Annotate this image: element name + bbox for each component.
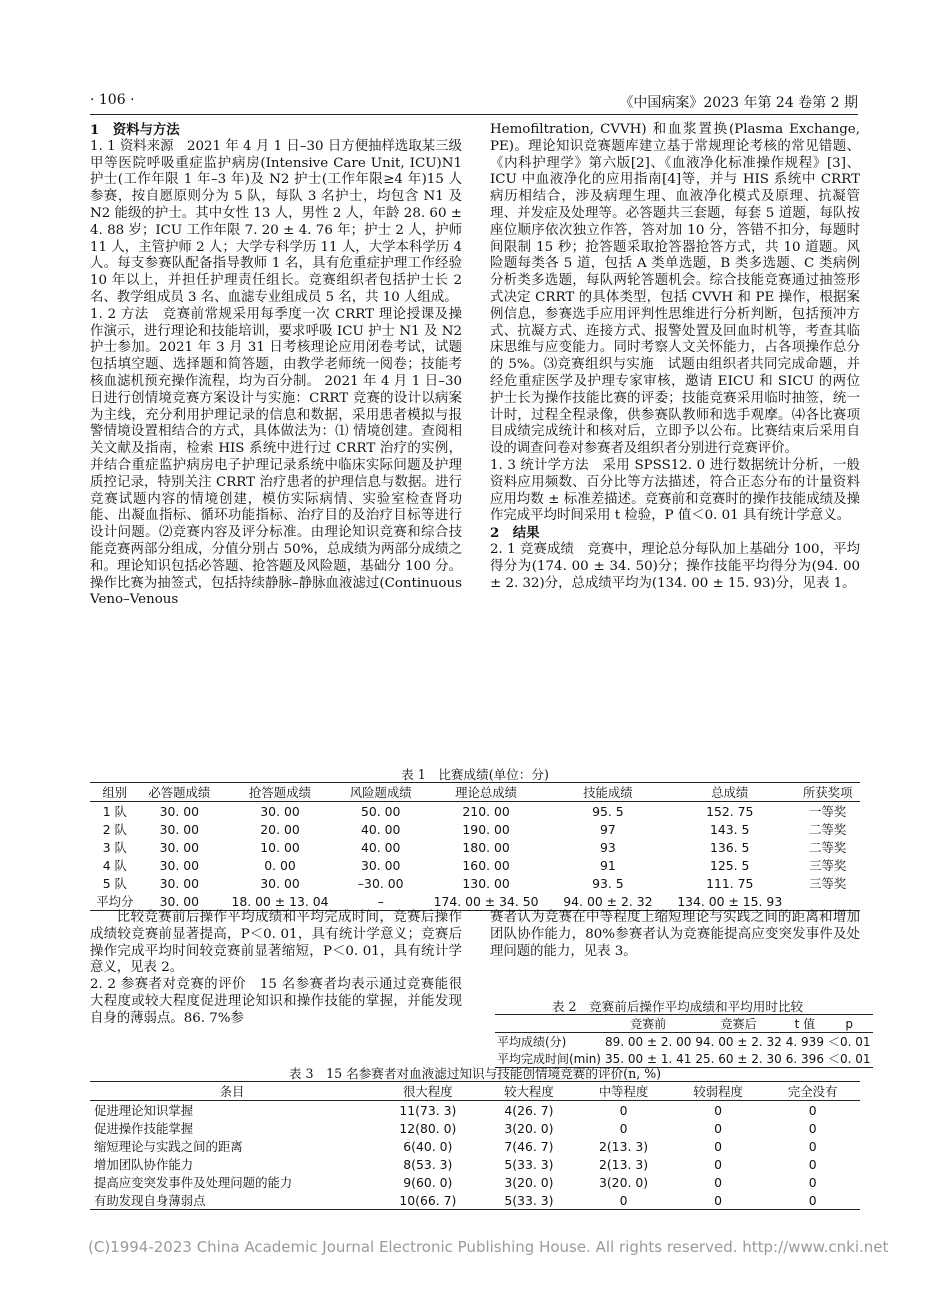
table3-header-row (90, 1082, 860, 1101)
table-cell: 三等奖 (809, 858, 847, 873)
table-cell: 134. 00 ± 15. 93 (677, 893, 783, 909)
table-cell: 3(20. 0) (504, 1120, 554, 1136)
table-cell: 30. 00 (159, 821, 200, 837)
table-cell: 增加团队协作能力 (94, 1157, 194, 1172)
left-column (90, 122, 462, 609)
table-cell: 130. 00 (462, 875, 510, 891)
table-cell: 11(73. 3) (399, 1102, 457, 1118)
table-cell: 136. 5 (710, 839, 750, 855)
table-cell: 30. 00 (260, 803, 300, 819)
table-cell: 25. 60 ± 2. 30 (695, 1051, 782, 1066)
table-row (90, 802, 860, 821)
table-cell: 4(26. 7) (504, 1102, 554, 1118)
table-cell: 3(20. 0) (598, 1174, 649, 1190)
table-cell: 30. 00 (159, 875, 200, 891)
table-cell: 93. 5 (592, 875, 624, 891)
section-1-title: 1 资料与方法 (90, 122, 180, 138)
table2-header: 竞赛后 (720, 1017, 757, 1031)
table-cell: 9(60. 0) (403, 1174, 453, 1190)
table-cell: 93 (600, 839, 616, 855)
table-cell: 10(66. 7) (399, 1192, 457, 1208)
table-cell: 0 (808, 1156, 817, 1172)
table-row (495, 1033, 873, 1051)
table-cell: 18. 00 ± 13. 04 (231, 893, 329, 909)
paragraph-method: 1. 2 方法 竞赛前常规采用每季度一次 CRRT 理论授课及操作演示，进行理论和技能培训，要求呼吸 ICU 护士 N1 及 N2 护士参加。2021 年 3 月 31 日考核理论应用闭卷考试，试题包括填空题、选择题和简答题，由教学老师统一阅卷；技能考核血滤机预充操作流程，均为百分制。 2021 年 4 月 1 日–30 日进行创情境竞赛方案设计与实施：CRRT 竞赛的设计以病案为主线，充分利用护理记录的信息和数据，采用患者模拟与报警情境设置相结合的方式，具体做法为：⑴ 情境创建。查阅相关文献及指南，检索 HIS 系统中进行过 CRRT 治疗的实例，并结合重症监护病房电子护理记录系统中临床实际问题及护理质控记录，特别关注 CRRT 治疗患者的护理信息与数据。进行竞赛试题内容的情境创建，模仿实际病情、实验室检查肾功能、出凝血指标、循环功能指标、治疗目的及治疗目标等进行设计问题。⑵竞赛内容及评分标准。由理论知识竞赛和综合技能竞赛两部分组成，分值分别占 50%，总成绩为两部分成绩之和。理论知识包括必答题、抢答题及风险题，基础分 100 分。操作比赛为抽签式，包括持续静脉–静脉血液滤过(Continuous Veno–Venous (90, 306, 462, 608)
table-cell: 0 (714, 1192, 723, 1208)
table-row (90, 1173, 860, 1191)
table1-header: 组别 (102, 785, 128, 800)
table-row (90, 892, 860, 911)
table-cell: 97 (600, 821, 616, 837)
table-cell: 6. 396 (785, 1051, 824, 1066)
table2-header: 竞赛前 (630, 1017, 667, 1031)
page-number: · 106 · (90, 92, 135, 108)
table-cell: 0 (808, 1174, 817, 1190)
table-row (90, 1137, 860, 1155)
paragraph-statistics: 1. 3 统计学方法 采用 SPSS12. 0 进行数据统计分析，一般资料应用频数、百分比等方法描述，符合正态分布的计量资料应用均数 ± 标准差描述。竞赛前和竞赛时的操作技能成绩及操作完成平均时间采用 t 检验，P 值＜0. 01 具有统计学意义。 (490, 457, 860, 524)
table-cell: 0 (619, 1102, 628, 1118)
table-cell: 5(33. 3) (504, 1156, 554, 1172)
table-cell: 0 (619, 1120, 628, 1136)
table-cell: 促进理论知识掌握 (94, 1103, 194, 1118)
table-cell: 3(20. 0) (504, 1174, 554, 1190)
table-cell: 30. 00 (159, 839, 200, 855)
lower-right-column (490, 910, 860, 960)
table-cell: 缩短理论与实践之间的距离 (94, 1139, 243, 1154)
table-cell: –30. 00 (357, 875, 404, 891)
table-cell: ＜0. 01 (827, 1052, 871, 1066)
table-cell: ＜0. 01 (827, 1035, 871, 1049)
table-cell: 8(53. 3) (403, 1156, 453, 1172)
table-cell: 20. 00 (260, 821, 300, 837)
paragraph-results: 2. 1 竞赛成绩 竞赛中，理论总分每队加上基础分 100，平均得分为(174. 00 ± 34. 50)分；操作技能平均得分为(94. 00 ± 2. 32)分，总成绩平均为(134. 00 ± 15. 93)分，见表 1。 (490, 541, 860, 591)
table-cell: 4 队 (102, 858, 127, 873)
table1-header: 总成绩 (711, 785, 749, 800)
table1-header: 理论总成绩 (455, 785, 518, 800)
table-cell: 5 队 (102, 876, 127, 891)
table2-caption: 表 2 竞赛前后操作平均成绩和平均用时比较 (551, 999, 804, 1014)
table-cell: 0 (808, 1120, 817, 1136)
table1-header-row (90, 783, 860, 802)
table-cell: 174. 00 ± 34. 50 (433, 893, 539, 909)
table-cell: 35. 00 ± 1. 41 (605, 1051, 692, 1066)
table-cell: 7(46. 7) (504, 1138, 554, 1154)
table-cell: 30. 00 (260, 875, 300, 891)
table-cell: 一等奖 (809, 804, 847, 819)
table-cell: 2(13. 3) (598, 1138, 649, 1154)
paragraph-method-cont: Hemofiltration, CVVH) 和血浆置换(Plasma Exchange, PE)。理论知识竞赛题库建立基于常规理论考核的常见错题、《内科护理学》第六版[2]、《血液净化标准操作规程》[3]、ICU 中血液净化的应用指南[4]等，并与 HIS 系统中 CRRT 病历相结合，涉及病理生理、血液净化模式及原理、抗凝管理、并发症及处理等。必答题共三套题，每套 5 道题，每队按座位顺序依次独立作答，答对加 10 分，答错不扣分，每题时间限制 15 秒；抢答题采取抢答器抢答方式，共 10 道题。风险题每类各 5 道，包括 A 类单选题，B 类多选题、C 类病例分析类多选题，每队两轮答题机会。综合技能竞赛通过抽签形式决定 CRRT 的具体类型，包括 CVVH 和 PE 操作，根据案例信息，参赛选手应用评判性思维进行分析判断，包括预冲方式、抗凝方式、连接方式、报警处置及回血时机等，考查其临床思维与应变能力。同时考察人文关怀能力，占各项操作总分的 5%。⑶竞赛组织与实施 试题由组织者共同完成命题，并经危重症医学及护理专家审核，邀请 EICU 和 SICU 的两位护士长为操作技能比赛的评委；技能竞赛采用临时抽签，统一计时，过程全程录像，供参赛队教师和选手观摩。⑷各比赛项目成绩完成统计和核对后，立即予以公布。比赛结束后采用自设的调查问卷对参赛者及组织者分别进行竞赛评价。 (490, 122, 860, 457)
table3-header: 很大程度 (403, 1084, 453, 1099)
table1-caption: 表 1 比赛成绩(单位：分) (401, 767, 549, 782)
table-cell: 0 (714, 1156, 723, 1172)
table3-header: 较弱程度 (693, 1084, 743, 1099)
table-cell: 95. 5 (592, 803, 624, 819)
lower-left-column (90, 910, 462, 1028)
table-row (90, 1155, 860, 1173)
table3-header: 中等程度 (598, 1084, 649, 1099)
table2-header-row (495, 1015, 873, 1033)
table-cell: 平均成绩(分) (497, 1035, 567, 1049)
table3-caption: 表 3 15 名参赛者对血液滤过知识与技能创情境竞赛的评价(n, %) (288, 1066, 662, 1081)
table1-header: 抢答题成绩 (249, 785, 311, 800)
table-cell: 30. 00 (159, 857, 200, 873)
table-cell: 40. 00 (360, 839, 401, 855)
copyright-footer: (C)1994-2023 China Academic Journal Electronic Publishing House. All rights reserved. http://www.cnki.net (88, 1238, 889, 1256)
table-cell: 94. 00 ± 2. 32 (563, 893, 653, 909)
table-cell: 0 (714, 1120, 723, 1136)
table-cell: 二等奖 (809, 822, 847, 837)
table1 (90, 782, 860, 911)
table-row (90, 1191, 860, 1210)
table-row (90, 856, 860, 874)
paragraph-comparison: 比较竞赛前后操作平均成绩和平均完成时间，竞赛后操作成绩较竞赛前显著提高，P＜0. 01，具有统计学意义；竞赛后操作完成平均时间较竞赛前显著缩短，P＜0. 01，具有统计学意义，见表 2。 (90, 910, 462, 976)
table1-header: 技能成绩 (583, 785, 633, 800)
paragraph-source: 1. 1 资料来源 2021 年 4 月 1 日–30 日方便抽样选取某三级甲等医院呼吸重症监护病房(Intensive Care Unit, ICU)N1 护士(工作年限 1 年–3 年)及 N2 护士(工作年限≥4 年)15 人参赛，按自愿原则分为 5 队，每队 3 名护士，均包含 N1 及 N2 能级的护士。其中女性 13 人，男性 2 人，年龄 28. 60 ± 4. 88 岁；ICU 工作年限 7. 20 ± 4. 76 年；护士 2 人，护师 11 人，主管护师 2 人；大学专科学历 11 人，大学本科学历 4 人。每支参赛队配备指导教师 1 名，具有危重症护理工作经验 10 年以上，并担任护理责任组长。竞赛组织者包括护士长 2 名、教学组成员 3 名、血滤专业组成员 5 名，共 10 人组成。 (90, 138, 462, 305)
table-cell: 152. 75 (706, 803, 754, 819)
table-cell: 3 队 (102, 840, 127, 855)
table2-header (495, 1015, 603, 1033)
table2-header: t 值 (794, 1017, 816, 1031)
table-cell: 0 (619, 1192, 628, 1208)
table-cell: 210. 00 (462, 803, 510, 819)
paragraph-evaluation-cont: 赛者认为竞赛在中等程度上缩短理论与实践之间的距离和增加团队协作能力，80%参赛者认为竞赛能提高应变突发事件及处理问题的能力，见表 3。 (490, 910, 860, 959)
table-cell: 0 (808, 1192, 817, 1208)
table-cell: 30. 00 (159, 893, 200, 909)
table-cell: 平均完成时间(min) (497, 1052, 601, 1066)
table-cell: 40. 00 (360, 821, 401, 837)
table-cell: 30. 00 (159, 803, 200, 819)
table-cell: 94. 00 ± 2. 32 (695, 1034, 782, 1049)
table-cell: 0 (808, 1138, 817, 1154)
table-cell: 190. 00 (462, 821, 510, 837)
table-cell: 4. 939 (785, 1034, 824, 1049)
table3-header: 完全没有 (787, 1084, 838, 1099)
right-column (490, 122, 860, 592)
table-row (90, 838, 860, 856)
section-2-title: 2 结果 (490, 525, 540, 542)
table-row (90, 1119, 860, 1137)
table3-header: 条目 (219, 1084, 245, 1099)
table-cell: 111. 75 (706, 875, 754, 891)
table1-header: 必答题成绩 (148, 785, 211, 800)
table-cell: 平均分 (96, 894, 134, 909)
table-cell: 30. 00 (360, 857, 401, 873)
table-cell: 提高应变突发事件及处理问题的能力 (94, 1175, 293, 1190)
paragraph-evaluation: 2. 2 参赛者对竞赛的评价 15 名参赛者均表示通过竞赛能很大程度或较大程度促进理论知识和操作技能的掌握，并能发现自身的薄弱点。86. 7%参 (90, 977, 462, 1026)
table-row (90, 874, 860, 892)
table1-header: 风险题成绩 (349, 785, 412, 800)
table-cell: 91 (600, 857, 616, 873)
header-rule (90, 114, 858, 115)
table-cell: 0. 00 (264, 857, 296, 873)
table-cell: 10. 00 (260, 839, 300, 855)
table-cell: 0 (714, 1102, 723, 1118)
table-cell: 2 队 (102, 822, 127, 837)
table-cell: – (377, 893, 384, 909)
table-cell: 2(13. 3) (598, 1156, 649, 1172)
table2-header: p (845, 1016, 854, 1031)
table-cell: 6(40. 0) (403, 1138, 453, 1154)
table3 (90, 1081, 860, 1210)
table-cell: 180. 00 (462, 839, 510, 855)
table-cell: 143. 5 (710, 821, 750, 837)
journal-title: 《中国病案》2023 年第 24 卷第 2 期 (619, 95, 858, 111)
table-cell: 0 (714, 1174, 723, 1190)
table-cell: 1 队 (102, 804, 127, 819)
table-cell: 160. 00 (462, 857, 510, 873)
table2 (495, 1014, 873, 1068)
table-cell: 二等奖 (809, 840, 847, 855)
table-cell: 有助发现自身薄弱点 (94, 1193, 206, 1208)
table-cell: 0 (714, 1138, 723, 1154)
table-cell: 89. 00 ± 2. 00 (605, 1034, 692, 1049)
table1-header: 所获奖项 (802, 785, 853, 800)
table-cell: 50. 00 (360, 803, 401, 819)
table-cell: 5(33. 3) (504, 1192, 554, 1208)
table-row (90, 820, 860, 838)
table-cell: 三等奖 (809, 876, 847, 891)
table3-header: 较大程度 (504, 1084, 554, 1099)
table-cell (795, 892, 860, 911)
table-cell: 0 (808, 1102, 817, 1118)
table-cell: 12(80. 0) (399, 1120, 457, 1136)
table-cell: 125. 5 (710, 857, 750, 873)
table-row (90, 1101, 860, 1120)
table-cell: 促进操作技能掌握 (94, 1121, 194, 1136)
